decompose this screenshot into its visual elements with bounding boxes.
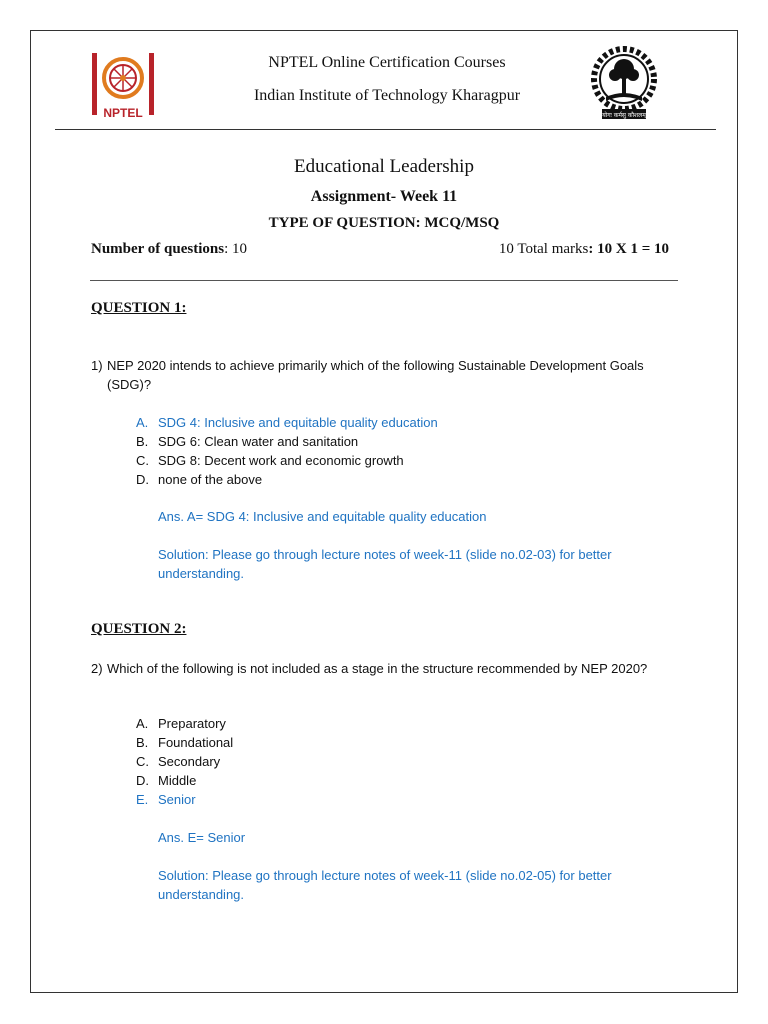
option-text: Foundational [158,735,234,750]
option-letter: A. [136,716,149,731]
option-letter: D. [136,472,149,487]
option-e [136,790,233,809]
option-d [136,470,438,489]
option-c [136,752,233,771]
question-2-text [91,659,691,678]
number-of-questions-value: : 10 [224,241,247,257]
header-line-2: Indian Institute of Technology Kharagpur [253,87,521,104]
question-2-body: Which of the following is not included as a stage in the structure recommended by NEP 2020? [107,661,648,676]
total-marks-value: : 10 X 1 = 10 [588,241,669,257]
option-text: SDG 8: Decent work and economic growth [158,453,404,468]
question-1-body: NEP 2020 intends to achieve primarily which of the following Sustainable Development Goals (SDG)? [107,358,644,392]
option-text: SDG 6: Clean water and sanitation [158,434,359,449]
question-type: TYPE OF QUESTION: MCQ/MSQ [268,215,500,231]
option-text: Preparatory [158,716,226,731]
question-2-number: 2) [91,661,103,676]
option-letter: C. [136,754,149,769]
option-letter: A. [136,415,149,430]
option-letter: B. [136,434,149,449]
nptel-logo [90,51,156,121]
option-c [136,451,438,470]
question-1-number: 1) [91,358,103,373]
svg-text:NPTEL: NPTEL [103,106,143,120]
option-b [136,733,233,752]
question-1-answer: Ans. A= SDG 4: Inclusive and equitable quality education [158,509,487,524]
question-2-answer: Ans. E= Senior [158,830,246,845]
svg-text:योगः कर्मसु कौशलम्: योगः कर्मसु कौशलम् [602,112,646,119]
question-1-options [136,413,438,489]
option-text: Senior [158,792,196,807]
header-divider [55,129,716,130]
question-1-solution: Solution: Please go through lecture notes of week-11 (slide no.02-03) for better understanding. [158,547,612,581]
question-2-options [136,714,233,809]
total-marks [499,241,669,258]
option-a [136,714,233,733]
option-letter: D. [136,773,149,788]
option-a [136,413,438,432]
option-text: none of the above [158,472,263,487]
assignment-title: Assignment- Week 11 [310,188,458,205]
question-2-heading: QUESTION 2: [91,621,187,637]
question-2-solution: Solution: Please go through lecture notes of week-11 (slide no.02-05) for better understanding. [158,868,612,902]
option-text: Middle [158,773,197,788]
number-of-questions [91,241,247,258]
header-line-1: NPTEL Online Certification Courses [268,54,506,71]
question-1-text [91,356,691,394]
option-b [136,432,438,451]
course-title: Educational Leadership [294,156,474,177]
separator-line [90,280,678,281]
iit-kharagpur-seal [588,45,660,123]
option-d [136,771,233,790]
total-marks-prefix: 10 Total marks [498,241,589,257]
option-text: Secondary [158,754,221,769]
option-text: SDG 4: Inclusive and equitable quality education [158,415,438,430]
question-1-heading: QUESTION 1: [91,300,187,316]
option-letter: E. [136,792,149,807]
option-letter: C. [136,453,149,468]
number-of-questions-label: Number of questions [91,241,225,257]
option-letter: B. [136,735,149,750]
